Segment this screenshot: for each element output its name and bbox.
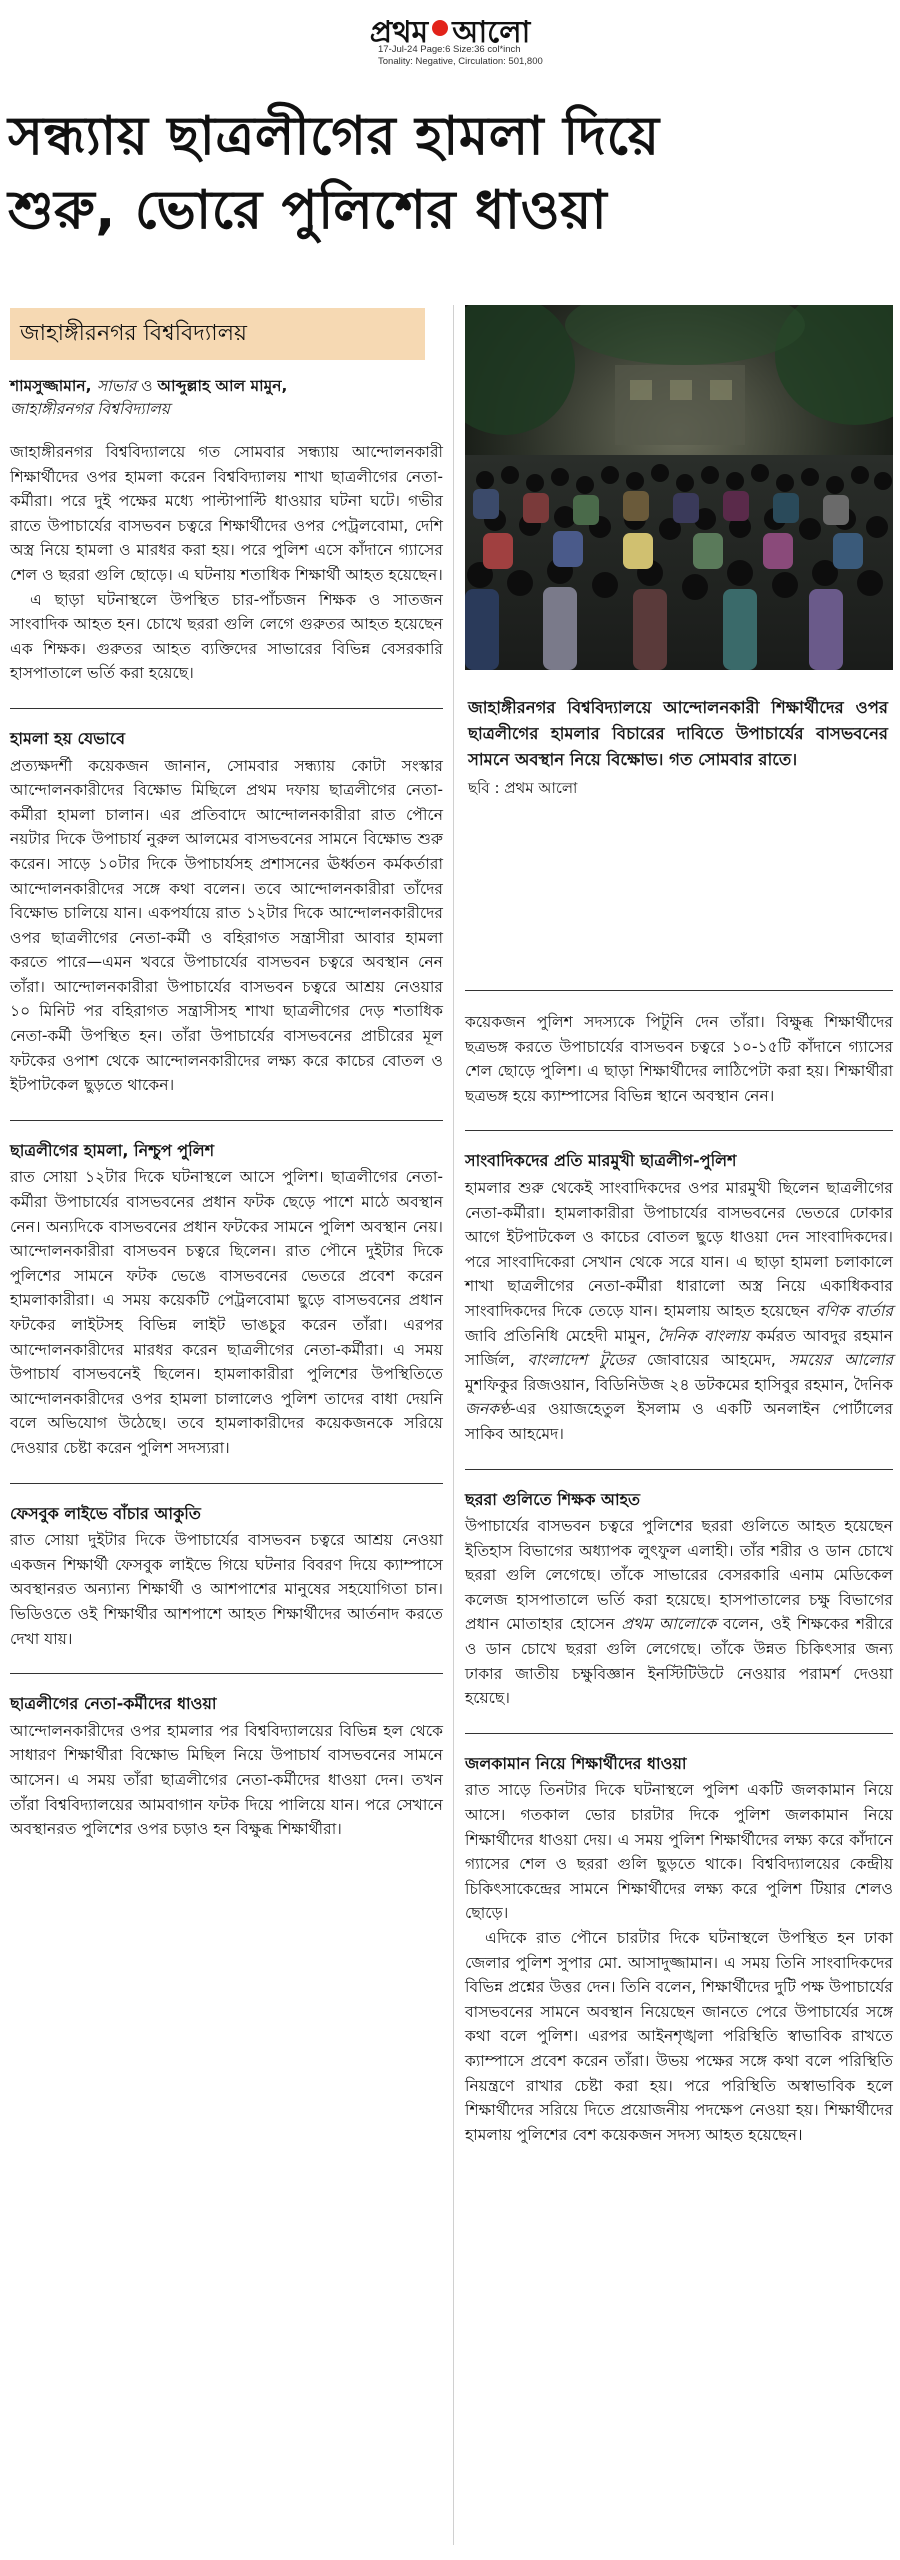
publication-name: সময়ের আলোর xyxy=(788,1351,894,1370)
author-b: আব্দুল্লাহ আল মামুন, xyxy=(157,377,288,395)
intro-paragraph: জাহাঙ্গীরনগর বিশ্ববিদ্যালয়ে গত সোমবার সন্ধ্যায় আন্দোলনকারী শিক্ষার্থীদের ওপর হামলা করেন বিশ্ববিদ্যালয় শাখা ছাত্রলীগের নেতা-কর্মীরা। পরে দুই পক্ষের মধ্যে পাল্টাপাল্টি ধাওয়ার ঘটনা ঘটে। গভীর রাতে উপাচার্যের বাসভবন চত্বরে শিক্ষার্থীদের ওপর পেট্রলবোমা, দেশি অস্ত্র নিয়ে হামলা ও মারধর করা হয়। পরে পুলিশ এসে কাঁদানে গ্যাসের শেল ও ছররা গুলি ছোড়ে। এ ঘটনায় শতাধিক শিক্ষার্থী আহত হয়েছেন। xyxy=(10,443,443,584)
body-paragraph: এদিকে রাত পৌনে চারটার দিকে ঘটনাস্থলে উপস্থিত হন ঢাকা জেলার পুলিশ সুপার মো. আসাদুজ্জামান। এ সময় তিনি সাংবাদিকদের বিভিন্ন প্রশ্নের উত্তর দেন। তিনি বলেন, শিক্ষার্থীদের দুটি পক্ষ উপাচার্যের বাসভবনের সামনে অবস্থান নিয়েছেন জানতে পেরে উপাচার্যের সঙ্গে কথা বলে পুলিশ। এরপর আইনশৃঙ্খলা পরিস্থিতি স্বাভাবিক রাখতে ক্যাম্পাসে প্রবেশ করেন তাঁরা। উভয় পক্ষের সঙ্গে কথা বলে পরিস্থিতি নিয়ন্ত্রণে রাখার চেষ্টা করা হয়। পরে পরিস্থিতি অস্বাভাবিক হলে শিক্ষার্থীদের সরিয়ে দিতে প্রয়োজনীয় পদক্ষেপ নেওয়া হয়। শিক্ষার্থীদের হামলায় পুলিশের বেশ কয়েকজন সদস্য আহত হয়েছেন। xyxy=(465,1929,893,2144)
text-run: কর্মরত আবদুর রহমান সার্জিল, xyxy=(465,1326,893,1370)
publication-name: জনকণ্ঠ xyxy=(465,1400,510,1419)
headline-line2: শুরু, ভোরে পুলিশের ধাওয়া xyxy=(8,180,608,241)
subheading: সাংবাদিকদের প্রতি মারমুখী ছাত্রলীগ-পুলিশ xyxy=(465,1151,737,1171)
place-b: জাহাঙ্গীরনগর বিশ্ববিদ্যালয় xyxy=(10,400,170,418)
body-paragraph: কয়েকজন পুলিশ সদস্যকে পিটুনি দেন তাঁরা। বিক্ষুব্ধ শিক্ষার্থীদের ছত্রভঙ্গ করতে উপাচার্যের বাসভবন চত্বরে ১০-১৫টি কাঁদানে গ্যাসের শেল ছোড়ে পুলিশ। এ ছাড়া শিক্ষার্থীদের লাঠিপেটা করা হয়। শিক্ষার্থীরা ছত্রভঙ্গ হয়ে ক্যাম্পাসের বিভিন্ন স্থানে অবস্থান নেন। xyxy=(465,1013,893,1105)
text-run: হামলার শুরু থেকেই সাংবাদিকদের ওপর মারমুখী ছিলেন ছাত্রলীগের নেতা-কর্মীরা। হামলাকারীরা উপাচার্যের বাসভবনের ভেতরে ঢোকার আগে ইটপাটকেল ও কাচের বোতল ছুড়ে ধাওয়া দেন সাংবাদিকদের। পরে সাংবাদিকেরা সেখান থেকে সরে যান। এ ছাড়া হামলা চলাকালে শাখা ছাত্রলীগের নেতা-কর্মীরা ধারালো অস্ত্র নিয়ে একাধিকবার সাংবাদিকদের দিকে তেড়ে যান। হামলায় আহত হয়েছেন xyxy=(465,1178,893,1320)
photo-credit: ছবি : প্রথম আলো xyxy=(468,779,578,797)
section-rule xyxy=(10,1673,443,1674)
place-a: সাভার xyxy=(96,377,137,395)
article-column-right xyxy=(465,1010,893,2147)
subheading: ছাত্রলীগের হামলা, নিশ্চুপ পুলিশ xyxy=(10,1140,215,1160)
section-rule xyxy=(10,1120,443,1121)
section-rule xyxy=(465,1130,893,1131)
column-divider xyxy=(453,305,454,2545)
body-paragraph: আন্দোলনকারীদের ওপর হামলার পর বিশ্ববিদ্যালয়ের বিভিন্ন হল থেকে সাধারণ শিক্ষার্থীরা বিক্ষোভ মিছিল নিয়ে উপাচার্য বাসভবনের সামনে আসেন। এ সময় তাঁরা ছাত্রলীগের নেতা-কর্মীদের ধাওয়া দেন। তখন তাঁরা বিশ্ববিদ্যালয়ের আমবাগান ফটক দিয়ে পালিয়ে যান। পরে সেখানে অবস্থানরত পুলিশের ওপর চড়াও হন বিক্ষুব্ধ শিক্ষার্থীরা। xyxy=(10,1721,443,1839)
caption-rule xyxy=(465,990,893,991)
clipping-meta xyxy=(378,44,638,68)
text-run: বলেন, ওই শিক্ষকের শরীরে ও ডান চোখে ছররা গুলি লেগেছে। তাঁকে উন্নত চিকিৎসার জন্য ঢাকার জাতীয় চক্ষুবিজ্ঞান ইনস্টিটিউটে নেওয়ার পরামর্শ দেওয়া হয়েছে। xyxy=(465,1615,893,1708)
section-rule xyxy=(465,1733,893,1734)
publication-name: বণিক বার্তার xyxy=(815,1301,893,1320)
text-run: জোবায়ের আহমেদ, xyxy=(634,1351,789,1370)
sun-icon xyxy=(432,20,448,36)
news-photo xyxy=(465,305,893,670)
intro-paragraph-2: এ ছাড়া ঘটনাস্থলে উপস্থিত চার-পাঁচজন শিক্ষক ও সাতজন সাংবাদিক আহত হন। চোখে ছররা গুলি লেগে গুরুতর আহত হয়েছেন এক শিক্ষক। গুরুতর আহত ব্যক্তিদের সাভারের বিভিন্ন বেসরকারি হাসপাতালে ভর্তি করা হয়েছে। xyxy=(10,590,443,683)
text-run: উপাচার্যের বাসভবন চত্বরে পুলিশের ছররা গুলিতে আহত হয়েছেন ইতিহাস বিভাগের অধ্যাপক লুৎফুল এলাহী। তাঁর শরীর ও ডান চোখে ছররা গুলি লেগেছে। তাঁকে সাভারের বেসরকারি এনাম মেডিকেল কলেজ হাসপাতালে ভর্তি করা হয়েছে। হাসপাতালের চক্ষু বিভাগের প্রধান মোতাহার হোসেন xyxy=(465,1517,893,1634)
caption-text: জাহাঙ্গীরনগর বিশ্ববিদ্যালয়ে আন্দোলনকারী শিক্ষার্থীদের ওপর ছাত্রলীগের হামলার বিচারের দাবিতে উপাচার্যের বাসভবনের সামনে অবস্থান নিয়ে বিক্ষোভ। গত সোমবার রাতে। xyxy=(468,698,888,769)
article-column-left xyxy=(10,440,443,1842)
section-rule xyxy=(465,1469,893,1470)
text-run: জাবি প্রতিনিধি মেহেদী মামুন, xyxy=(465,1326,658,1345)
headline-line1: সন্ধ্যায় ছাত্রলীগের হামলা দিয়ে xyxy=(8,106,660,167)
text-run: -এর ওয়াজহেতুল ইসলাম ও একটি অনলাইন পোর্টালের সাকিব আহমেদ। xyxy=(465,1400,893,1443)
body-paragraph xyxy=(465,1514,893,1711)
subheading: ছররা গুলিতে শিক্ষক আহত xyxy=(465,1489,641,1509)
byline-joiner: ও xyxy=(136,377,158,395)
logo-part2: আলো xyxy=(452,15,531,50)
subheading: ফেসবুক লাইভে বাঁচার আকুতি xyxy=(10,1503,201,1523)
photo-caption xyxy=(468,695,888,801)
meta-line2: Tonality: Negative, Circulation: 501,800 xyxy=(378,56,543,67)
section-rule xyxy=(10,1483,443,1484)
section-rule xyxy=(10,708,443,709)
subheading: ছাত্রলীগের নেতা-কর্মীদের ধাওয়া xyxy=(10,1694,217,1714)
body-paragraph xyxy=(465,1176,893,1447)
subheading: জলকামান নিয়ে শিক্ষার্থীদের ধাওয়া xyxy=(465,1753,687,1773)
publication-name: দৈনিক বাংলায় xyxy=(657,1326,750,1345)
text-run: মুশফিকুর রিজওয়ান, বিডিনিউজ ২৪ ডটকমের হাসিবুর রহমান, দৈনিক xyxy=(465,1375,893,1394)
meta-line1: 17-Jul-24 Page:6 Size:36 col*inch xyxy=(378,44,521,55)
crowd-photo-image xyxy=(465,305,893,670)
body-paragraph: প্রত্যক্ষদর্শী কয়েকজন জানান, সোমবার সন্ধ্যায় কোটা সংস্কার আন্দোলনকারীদের বিক্ষোভ মিছিলে প্রথম দফায় ছাত্রলীগের নেতা-কর্মীরা হামলা চালান। এর প্রতিবাদে আন্দোলনকারীরা রাত পৌনে নয়টার দিকে উপাচার্য নুরুল আলমের বাসভবনের সামনে বিক্ষোভ শুরু করেন। সাড়ে ১০টার দিকে উপাচার্যসহ প্রশাসনের ঊর্ধ্বতন কর্মকর্তারা আন্দোলনকারীদের সঙ্গে কথা বলেন। তবে আন্দোলনকারীরা তাঁদের বিক্ষোভ চালিয়ে যান। একপর্যায়ে রাত ১২টার দিকে আন্দোলনকারীদের ওপর ছাত্রলীগের নেতা-কর্মী ও বহিরাগত সন্ত্রাসীরা আবার হামলা করতে পারে—এমন খবরে উপাচার্যের বাসভবন চত্বরে অবস্থান নেন তাঁরা। আন্দোলনকারীরা উপাচার্যের বাসভবন চত্বরে আশ্রয় নেওয়ার ১০ মিনিট পর বহিরাগত সন্ত্রাসীসহ শাখা ছাত্রলীগের দেড় শতাধিক নেতা-কর্মী উপস্থিত হন। তাঁরা উপাচার্যের বাসভবনের প্রাচীরের মূল ফটকের ওপাশ থেকে আন্দোলনকারীদের লক্ষ্য করে কাচের বোতল ও ইটপাটকেল ছুড়তে থাকেন। xyxy=(10,756,443,1095)
author-a: শামসুজ্জামান, xyxy=(10,377,97,395)
publication-name: বাংলাদেশ টুডের xyxy=(527,1351,635,1370)
headline xyxy=(8,100,892,248)
body-paragraph: রাত সোয়া ১২টার দিকে ঘটনাস্থলে আসে পুলিশ। ছাত্রলীগের নেতা-কর্মীরা উপাচার্যের বাসভবনের প্রধান ফটক ছেড়ে পাশে মাঠে অবস্থান নেন। অন্যদিকে বাসভবনের প্রধান ফটকের সামনে পুলিশ অবস্থান নেয়। আন্দোলনকারীরা বাসভবন চত্বরে ছিলেন। রাত পৌনে দুইটার দিকে পুলিশের সামনে ফটক ভেঙে বাসভবনের ভেতরে প্রবেশ করেন হামলাকারীরা। এ সময় কয়েকটি পেট্রলবোমা ছুড়ে বাসভবনের প্রধান ফটকের লাইটসহ বিভিন্ন লাইট ভাঙচুর করেন তাঁরা। এরপর আন্দোলনকারীদের মারধর করেন ছাত্রলীগের নেতা-কর্মীরা। এ সময় উপাচার্য বাসভবনেই ছিলেন। হামলাকারীরা পুলিশের উপস্থিতিতে আন্দোলনকারীদের ওপর হামলা চালালেও পুলিশ তাদের বাধা দেয়নি বলে অভিযোগ উঠেছে। তবে হামলাকারীদের কয়েকজনকে সরিয়ে দেওয়ার চেষ্টা করেন পুলিশ সদস্যরা। xyxy=(10,1168,443,1457)
body-paragraph: রাত সোয়া দুইটার দিকে উপাচার্যের বাসভবন চত্বরে আশ্রয় নেওয়া একজন শিক্ষার্থী ফেসবুক লাইভে গিয়ে ঘটনার বিবরণ দিয়ে ক্যাম্পাসে অবস্থানরত অন্যান্য শিক্ষার্থী ও আশপাশের মানুষের সহযোগিতা চান। ভিডিওতে ওই শিক্ষার্থীর আশপাশে আহত শিক্ষার্থীদের আর্তনাদ করতে দেখা যায়। xyxy=(10,1531,443,1648)
body-paragraph: রাত সাড়ে তিনটার দিকে ঘটনাস্থলে পুলিশ একটি জলকামান নিয়ে আসে। গতকাল ভোর চারটার দিকে পুলিশ জলকামান নিয়ে শিক্ষার্থীদের ধাওয়া দেয়। এ সময় পুলিশ শিক্ষার্থীদের লক্ষ্য করে কাঁদানে গ্যাসের শেল ও ছররা গুলি ছুড়তে থাকে। বিশ্ববিদ্যালয়ের কেন্দ্রীয় চিকিৎসাকেন্দ্রের সামনে শিক্ষার্থীদের লক্ষ্য করে পুলিশ টিয়ার শেলও ছোড়ে। xyxy=(465,1781,893,1923)
byline xyxy=(10,375,440,421)
subheading: হামলা হয় যেভাবে xyxy=(10,728,126,748)
logo-part1: প্রথম xyxy=(369,15,429,50)
publication-name: প্রথম আলোকে xyxy=(621,1615,717,1634)
section-tag: জাহাঙ্গীরনগর বিশ্ববিদ্যালয় xyxy=(10,308,425,360)
